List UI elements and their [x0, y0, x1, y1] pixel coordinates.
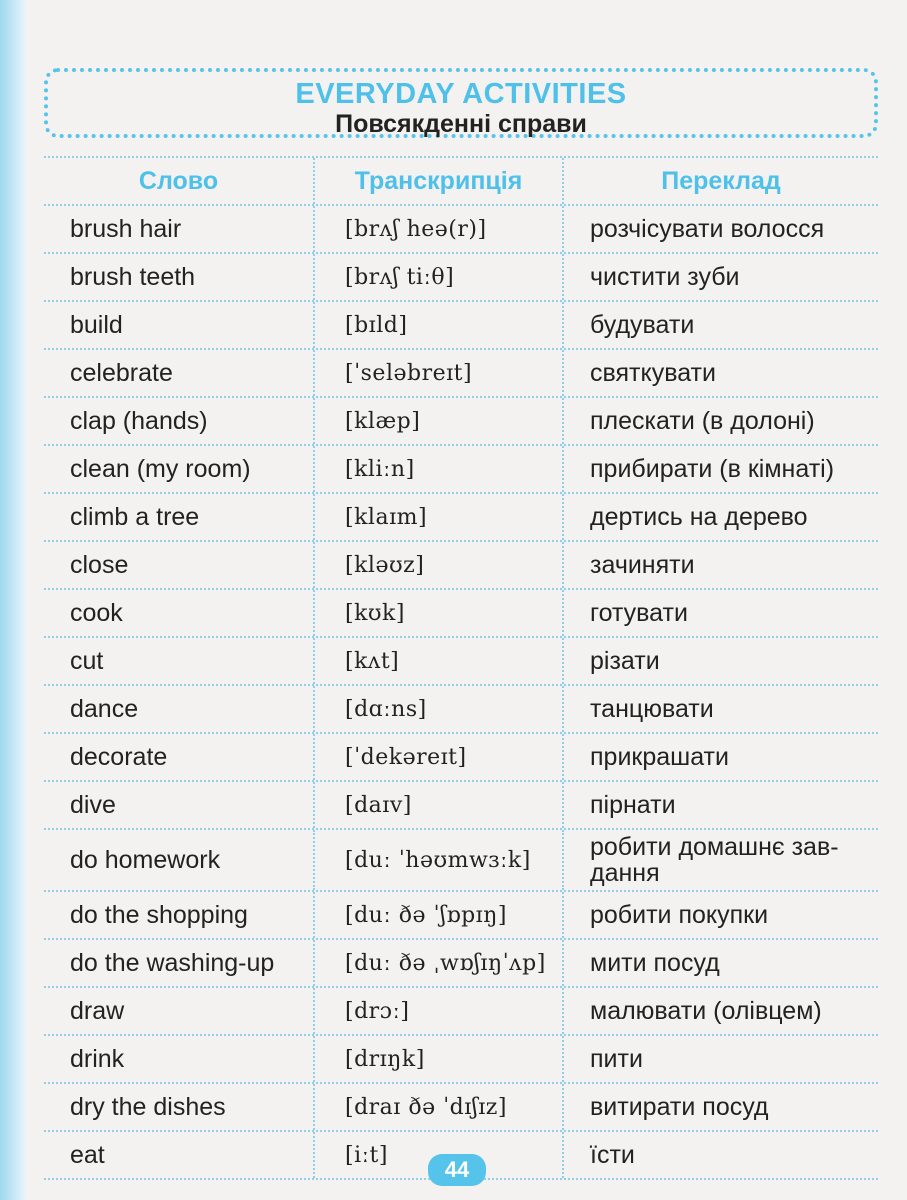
- transcription-cell: [klaɪm]: [315, 494, 564, 540]
- table-row: [44, 940, 878, 988]
- transcription-cell: [duː ˈhəʊmwɜːk]: [315, 830, 564, 890]
- transcription-cell: [ˈseləbreɪt]: [315, 350, 564, 396]
- translation-cell: чистити зуби: [590, 263, 740, 291]
- transcription-cell: [drɔː]: [315, 988, 564, 1034]
- transcription-cell: [iːt]: [315, 1132, 564, 1178]
- translation-cell: готувати: [590, 599, 688, 627]
- word-cell: draw: [44, 988, 315, 1034]
- table-row: [44, 206, 878, 254]
- transcription-cell: [drɪŋk]: [315, 1036, 564, 1082]
- table-row: [44, 542, 878, 590]
- word-cell: climb a tree: [44, 494, 315, 540]
- transcription-cell: [brʌʃ tiːθ]: [315, 254, 564, 300]
- title-ukrainian: Повсякденні справи: [335, 110, 587, 138]
- translation-cell: робити домашнє зав-дання: [590, 833, 839, 887]
- table-row: [44, 734, 878, 782]
- transcription-cell: [kliːn]: [315, 446, 564, 492]
- table-header: [44, 158, 878, 206]
- table-row: [44, 782, 878, 830]
- transcription-cell: [duː ðə ˈʃɒpɪŋ]: [315, 892, 564, 938]
- table-row: [44, 350, 878, 398]
- translation-cell: мити посуд: [590, 949, 720, 977]
- transcription-cell: [draɪ ðə ˈdɪʃɪz]: [315, 1084, 564, 1130]
- table-row: [44, 590, 878, 638]
- transcription-cell: [brʌʃ heə(r)]: [315, 206, 564, 252]
- transcription-cell: [kləʊz]: [315, 542, 564, 588]
- table-row: [44, 686, 878, 734]
- translation-cell: дертись на дерево: [590, 503, 808, 531]
- header-translation: Переклад: [661, 166, 781, 195]
- translation-cell: робити покупки: [590, 901, 769, 929]
- word-cell: dry the dishes: [44, 1084, 315, 1130]
- transcription-cell: [kʌt]: [315, 638, 564, 684]
- table-row: [44, 302, 878, 350]
- transcription-cell: [bɪld]: [315, 302, 564, 348]
- table-row: [44, 638, 878, 686]
- word-cell: celebrate: [44, 350, 315, 396]
- word-cell: brush hair: [44, 206, 315, 252]
- word-cell: do the shopping: [44, 892, 315, 938]
- word-cell: decorate: [44, 734, 315, 780]
- transcription-cell: [kʊk]: [315, 590, 564, 636]
- transcription-cell: [dɑːns]: [315, 686, 564, 732]
- word-cell: eat: [44, 1132, 315, 1178]
- translation-cell: витирати посуд: [590, 1093, 769, 1121]
- word-cell: dive: [44, 782, 315, 828]
- translation-cell: розчісувати волосся: [590, 215, 825, 243]
- word-cell: dance: [44, 686, 315, 732]
- translation-cell: святкувати: [590, 359, 716, 387]
- word-cell: cook: [44, 590, 315, 636]
- word-cell: do homework: [44, 830, 315, 890]
- transcription-cell: [ˈdekəreɪt]: [315, 734, 564, 780]
- translation-cell: плескати (в долоні): [590, 407, 815, 435]
- word-cell: clean (my room): [44, 446, 315, 492]
- word-cell: cut: [44, 638, 315, 684]
- translation-cell: малювати (олівцем): [590, 997, 822, 1025]
- word-cell: close: [44, 542, 315, 588]
- title-english: EVERYDAY ACTIVITIES: [295, 78, 627, 110]
- translation-cell: їсти: [590, 1141, 635, 1169]
- table-row: [44, 1084, 878, 1132]
- word-cell: do the washing-up: [44, 940, 315, 986]
- table-row: [44, 1036, 878, 1084]
- vocabulary-table: [44, 156, 878, 1180]
- transcription-cell: [duː ðə ˌwɒʃɪŋˈʌp]: [315, 940, 564, 986]
- word-cell: clap (hands): [44, 398, 315, 444]
- translation-cell: різати: [590, 647, 660, 675]
- translation-cell: зачиняти: [590, 551, 695, 579]
- translation-cell: пити: [590, 1045, 643, 1073]
- title-box: [44, 68, 878, 138]
- table-row: [44, 830, 878, 892]
- translation-cell: пірнати: [590, 791, 676, 819]
- page-edge-strip: [0, 0, 26, 1200]
- table-row: [44, 988, 878, 1036]
- word-cell: drink: [44, 1036, 315, 1082]
- translation-cell: прибирати (в кімнаті): [590, 455, 835, 483]
- table-row: [44, 446, 878, 494]
- table-row: [44, 494, 878, 542]
- translation-cell: прикрашати: [590, 743, 729, 771]
- translation-cell: будувати: [590, 311, 695, 339]
- translation-cell: танцювати: [590, 695, 714, 723]
- transcription-cell: [klæp]: [315, 398, 564, 444]
- table-row: [44, 398, 878, 446]
- header-word: Слово: [44, 158, 315, 204]
- header-transcription: Транскрипція: [315, 158, 564, 204]
- table-row: [44, 892, 878, 940]
- page-number: 44: [428, 1154, 486, 1186]
- word-cell: brush teeth: [44, 254, 315, 300]
- word-cell: build: [44, 302, 315, 348]
- transcription-cell: [daɪv]: [315, 782, 564, 828]
- table-row: [44, 254, 878, 302]
